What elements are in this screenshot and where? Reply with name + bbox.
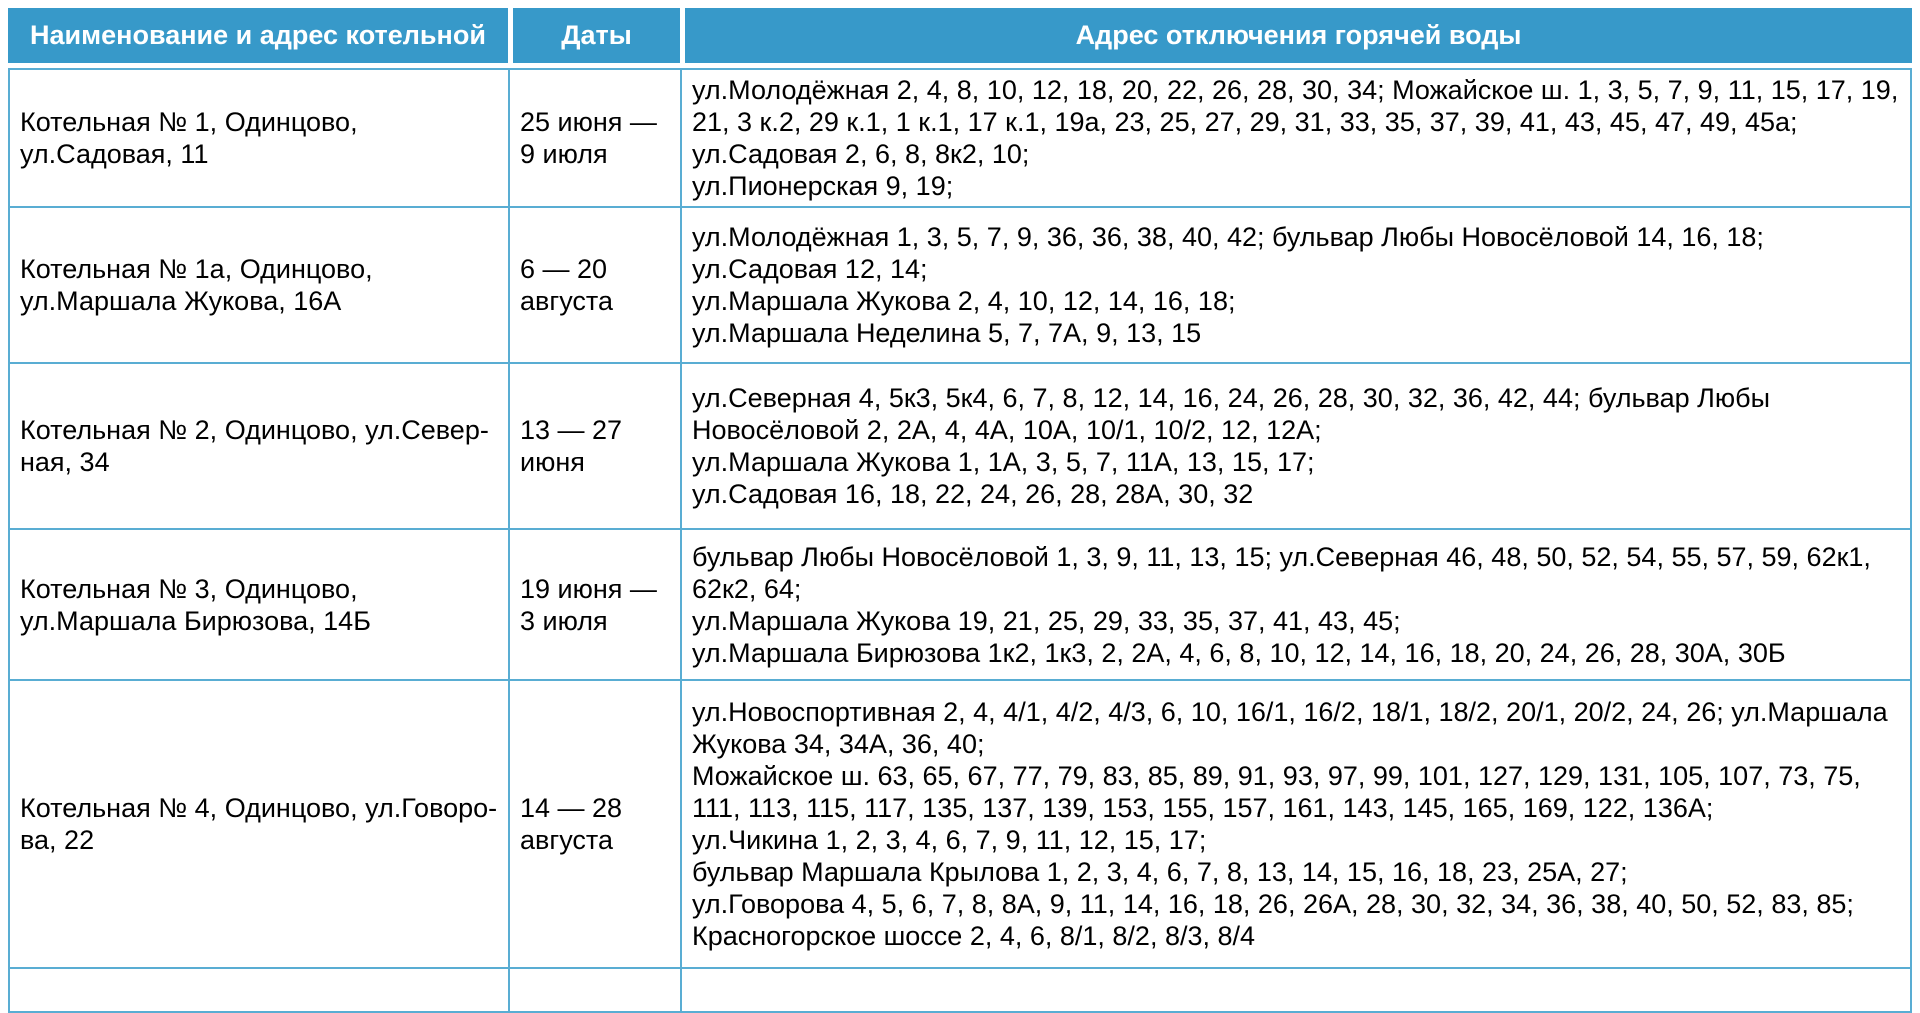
boiler-cell [8, 969, 508, 1013]
header-boiler-name: Наименование и адрес котельной [8, 8, 508, 68]
address-line: Красногорское шоссе 2, 4, 6, 8/1, 8/2, 8/3, 8/4 [692, 921, 1256, 951]
header-row [8, 8, 1912, 68]
dates-cell: 14 — 28 августа [508, 681, 680, 969]
table-row [8, 681, 1912, 969]
address-line: ул.Маршала Бирюзова 1к2, 1к3, 2, 2А, 4, 6, 8, 10, 12, 14, 16, 18, 20, 24, 26, 28, 30А, 30Б [692, 637, 1786, 668]
address-line: ул.Северная 4, 5к3, 5к4, 6, 7, 8, 12, 14, 16, 24, 26, 28, 30, 32, 36, 42, 44; бульвар Любы Новосёловой 2, 2А, 4, 4А, 10А, 10/1, 10/2, 12, 12А; [692, 383, 1770, 445]
address-line: ул.Маршала Жукова 19, 21, 25, 29, 33, 35, 37, 41, 43, 45; [692, 605, 1401, 636]
address-line: бульвар Любы Новосёловой 1, 3, 9, 11, 13, 15; ул.Северная 46, 48, 50, 52, 54, 55, 57, 59, 62к1, 62к2, 64; [692, 541, 1871, 604]
address-line: ул.Маршала Неделина 5, 7, 7А, 9, 13, 15 [692, 318, 1202, 348]
table-row [8, 68, 1912, 208]
addresses-cell [680, 681, 1912, 969]
boiler-cell: Котельная № 4, Одинцово, ул.Говорова, 22 [8, 681, 508, 969]
address-line: ул.Пионерская 9, 19; [692, 171, 954, 201]
address-line: ул.Молодёжная 2, 4, 8, 10, 12, 18, 20, 22, 26, 28, 30, 34; Можайское ш. 1, 3, 5, 7, 9, 11, 15, 17, 19, 21, 3 к.2, 29 к.1, 1 к.1, 17 к.1, 19а, 23, 25, 27, 29, 31, 33, 35, 37, 39, 41, 43, 45, 47, 49, 45а; [692, 75, 1899, 137]
hot-water-shutoff-table [8, 8, 1912, 1013]
boiler-cell: Котельная № 2, Одинцово, ул.Северная, 34 [8, 364, 508, 530]
boiler-cell: Котельная № 3, Одинцово, ул.Маршала Бирюзова, 14Б [8, 530, 508, 681]
address-line: ул.Маршала Жукова 1, 1А, 3, 5, 7, 11А, 13, 15, 17; [692, 447, 1315, 477]
boiler-cell: Котельная № 1, Одинцово, ул.Садовая, 11 [8, 68, 508, 208]
table-body [8, 68, 1912, 1013]
addresses-cell [680, 68, 1912, 208]
table-row [8, 364, 1912, 530]
address-line: ул.Чикина 1, 2, 3, 4, 6, 7, 9, 11, 12, 15, 17; [692, 825, 1207, 855]
address-line: ул.Новоспортивная 2, 4, 4/1, 4/2, 4/3, 6, 10, 16/1, 16/2, 18/1, 18/2, 20/1, 20/2, 24, 26; ул.Маршала Жукова 34, 34А, 36, 40; [692, 697, 1888, 759]
address-line: бульвар Маршала Крылова 1, 2, 3, 4, 6, 7, 8, 13, 14, 15, 16, 18, 23, 25А, 27; [692, 857, 1628, 887]
addresses-cell [680, 208, 1912, 364]
table-row [8, 530, 1912, 681]
dates-cell: 25 июня — 9 июля [508, 68, 680, 208]
table-row [8, 208, 1912, 364]
address-line: ул.Садовая 2, 6, 8, 8к2, 10; [692, 139, 1030, 169]
boiler-cell: Котельная № 1а, Одинцово, ул.Маршала Жукова, 16А [8, 208, 508, 364]
address-line: ул.Садовая 12, 14; [692, 254, 928, 284]
header-shutoff-addresses: Адрес отключения горячей воды [680, 8, 1912, 68]
address-line: ул.Молодёжная 1, 3, 5, 7, 9, 36, 36, 38, 40, 42; бульвар Любы Новосёловой 14, 16, 18; [692, 222, 1764, 252]
addresses-cell [680, 364, 1912, 530]
dates-cell: 19 июня — 3 июля [508, 530, 680, 681]
table-row-partial [8, 969, 1912, 1013]
address-line: ул.Садовая 16, 18, 22, 24, 26, 28, 28А, 30, 32 [692, 479, 1254, 509]
addresses-cell [680, 530, 1912, 681]
dates-cell [508, 969, 680, 1013]
addresses-cell [680, 969, 1912, 1013]
address-line: Можайское ш. 63, 65, 67, 77, 79, 83, 85, 89, 91, 93, 97, 99, 101, 127, 129, 131, 105, 107, 73, 75, 111, 113, 115, 117, 135, 137, 139, 153, 155, 157, 161, 143, 145, 165, 169, 122, 136А; [692, 761, 1861, 823]
dates-cell: 6 — 20 августа [508, 208, 680, 364]
header-dates: Даты [508, 8, 680, 68]
address-line: ул.Говорова 4, 5, 6, 7, 8, 8А, 9, 11, 14, 16, 18, 26, 26А, 28, 30, 32, 34, 36, 38, 40, 50, 52, 83, 85; [692, 889, 1854, 919]
dates-cell: 13 — 27 июня [508, 364, 680, 530]
address-line: ул.Маршала Жукова 2, 4, 10, 12, 14, 16, 18; [692, 286, 1236, 316]
